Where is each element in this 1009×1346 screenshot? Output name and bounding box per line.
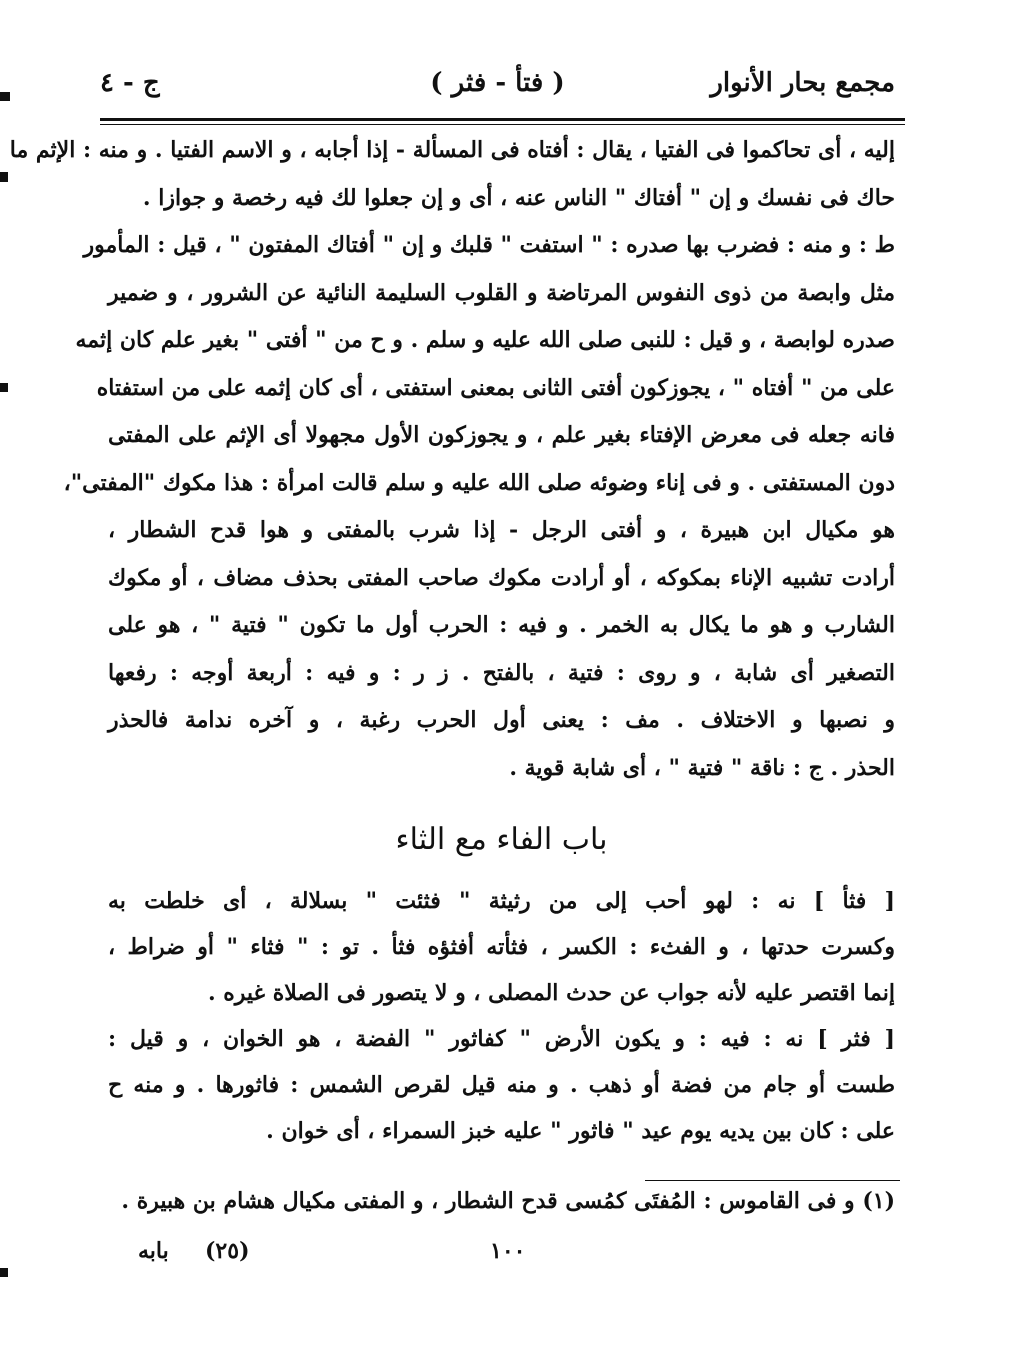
text-line: [ فثأ ] نه : لهو أحب إلى من رثيثة " فثئت " بسلالة ، أى خلطت به (108, 888, 895, 914)
text-line: فانه جعله فى معرض الإفتاء بغير علم ، و يجوزكون الأول مجهولا أى الإثم على المفتى (108, 422, 895, 448)
header-volume: ج - ٤ (100, 68, 160, 98)
text-line: على من " أفتاه " ، يجوزكون أفتى الثانى بمعنى استفتى ، أى كان إثمه على من استفتاه (96, 374, 895, 401)
text-line: الشارب و هو ما يكال به الخمر . و فيه : الحرب أول ما تكون " فتية " ، هو على (108, 612, 895, 638)
text-line: الحذر . ج : ناقة " فتية " ، أى شابة قوية . (509, 754, 895, 781)
text-line: دون المستفتى . و فى إناء وضوئه صلى الله عليه و سلم قالت امرأة : هذا مكوك "المفتى"، (63, 469, 895, 496)
footnote-separator (645, 1180, 900, 1181)
text-line: التصغير أى شابة ، و روى : فتية ، بالفتح . ز ر : و فيه : أربعة أوجه : رفعها (108, 659, 895, 686)
main-text-block (9, 127, 895, 792)
text-line: [ فثر ] نه : فيه : و يكون الأرض " كفاثور " الفضة ، هو الخوان ، و قيل : (108, 1026, 895, 1052)
text-line: أرادت تشبيه الإناء بمكوكه ، أو أرادت مكوك صاحب المفتى بحذف مضاف ، أو مكوك (108, 564, 895, 591)
text-line: إليه ، أى تحاكموا فى الفتيا ، يقال : أفتاه فى المسألة - إذا أجابه ، و الاسم الفتيا . و منه : الإثم ما (9, 137, 895, 163)
text-line: حاك فى نفسك و إن " أفتاك " الناس عنه ، أى و إن جعلوا لك فيه رخصة و جوازا . (142, 184, 895, 211)
signature-number: (٢٥) (205, 1238, 250, 1264)
text-line: مثل وابصة من ذوى النفوس المرتاضة و القلوب السليمة النائية عن الشرور ، و ضمير (108, 279, 895, 306)
page-number: ١٠٠ (490, 1238, 526, 1264)
text-line: طست أو جام من فضة أو ذهب . و منه قيل لقرص الشمس : فاثورها . و منه ح (108, 1072, 895, 1098)
text-line: ط : و منه : فضرب بها صدره : " استفت " قلبك و إن " أفتاك المفتون " ، قيل : المأمور (83, 232, 895, 258)
section-heading: باب الفاء مع الثاء (395, 822, 608, 857)
text-line: وكسرت حدتها ، و الفثء : الكسر ، فثأته أفثؤه فثأ . تو : " فثاء " أو ضراط ، (108, 934, 895, 960)
scan-edge-mark (0, 1268, 8, 1277)
text-line: و نصبها و الاختلاف . مف : يعنى أول الحرب رغبة ، و آخره ندامة فالحذر (108, 707, 895, 733)
header-entry-range: ( فتأ - فثر ) (430, 68, 565, 98)
section-text-block (108, 878, 895, 1154)
text-line: هو مكيال ابن هبيرة ، و أفتى الرجل - إذا شرب بالمفتى و هوا قدح الشطار ، (108, 517, 895, 543)
footnote: (١) و فى القاموس : المُفتَى كمُسى قدح الشطار ، و المفتى مكيال هشام بن هبيرة . (121, 1188, 895, 1214)
text-line: صدره لوابصة ، و قيل : للنبى صلى الله عليه و سلم . و ح من " أفتى " بغير علم كان إثمه (75, 327, 895, 353)
scan-edge-mark (0, 92, 10, 101)
signature-label: بابه (138, 1238, 169, 1264)
header-rule-thick (100, 118, 905, 121)
text-line: إنما اقتصر عليه لأنه جواب عن حدث المصلى ، و لا يتصور فى الصلاة غيره . (207, 980, 895, 1006)
header-rule-thin (100, 124, 905, 125)
scan-edge-mark (0, 383, 8, 392)
header-book-title: مجمع بحار الأنوار (710, 68, 895, 98)
running-header (100, 62, 895, 106)
scan-edge-mark (0, 172, 8, 182)
text-line: على : كان بين يديه يوم عيد " فاثور " عليه خبز السمراء ، أى خوان . (266, 1118, 895, 1144)
